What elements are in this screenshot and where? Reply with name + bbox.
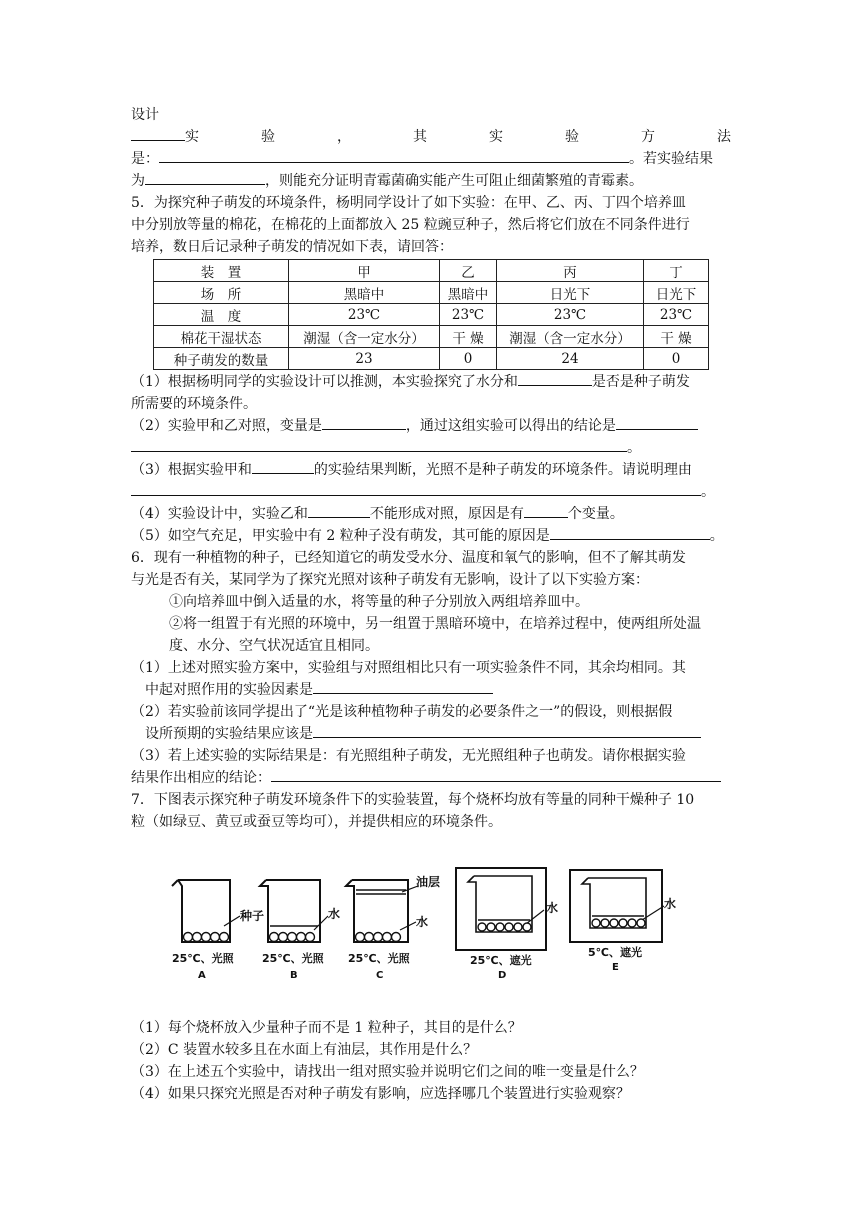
label-water: 水: [546, 901, 559, 915]
answer-blank[interactable]: [322, 415, 406, 430]
table-cell: 日光下: [644, 282, 709, 304]
beaker-figure: [168, 866, 698, 984]
q6-stem-2: 与光是否有关，某同学为了探究光照对该种子萌发有无影响，设计了以下实验方案：: [131, 572, 649, 588]
answer-blank[interactable]: [252, 459, 314, 474]
table-cell: 丙: [497, 260, 644, 282]
q6-1: （1）上述对照实验方案中，实验组与对照组相比只有一项实验条件不同，其余均相同。其: [131, 660, 686, 676]
answer-blank[interactable]: [550, 525, 710, 540]
label-water: 水: [328, 907, 341, 921]
q6-stem-1: 6．现有一种植物的种子，已经知道它的萌发受水分、温度和氧气的影响，但不了解其萌发: [131, 550, 686, 566]
q6-3: （3）若上述实验的实际结果是：有光照组种子萌发，无光照组种子也萌发。请你根据实验: [131, 748, 686, 764]
table-cell: 潮湿（含一定水分）: [497, 326, 644, 348]
line-method: [131, 126, 731, 148]
letter-a: A: [198, 970, 206, 981]
word: 验: [261, 129, 275, 145]
q5-stem-2: 中分别放等量的棉花，在棉花的上面都放入 25 粒豌豆种子，然后将它们放在不同条件进行: [131, 217, 690, 233]
table-cell: 0: [440, 348, 497, 370]
table-cell: 23℃: [440, 304, 497, 326]
answer-blank[interactable]: [145, 170, 265, 185]
line-result: 为 ，则能充分证明青霉菌确实能产生可阻止细菌繁殖的青霉素。: [131, 170, 731, 192]
table-cell: 日光下: [497, 282, 644, 304]
q5-stem-1: 5．为探究种子萌发的环境条件，杨明同学设计了如下实验：在甲、乙、丙、丁四个培养皿: [131, 195, 686, 211]
caption-d: 25℃、遮光: [470, 954, 532, 967]
q7-questions: [131, 1017, 731, 1105]
table-cell: 黑暗中: [289, 282, 440, 304]
table-row: [154, 304, 709, 326]
letter-e: E: [612, 962, 619, 973]
table-cell: 乙: [440, 260, 497, 282]
caption-b: 25℃、光照: [262, 952, 324, 965]
word: 法: [717, 129, 731, 145]
answer-blank[interactable]: [131, 126, 185, 141]
table-row: [154, 348, 709, 370]
letter-d: D: [498, 970, 507, 981]
table-cell: 温 度: [154, 304, 289, 326]
line-design: 设计: [131, 107, 159, 123]
answer-blank[interactable]: [313, 723, 701, 738]
q6-1-cont: 中起对照作用的实验因素是: [131, 679, 731, 701]
label-water: 水: [664, 897, 677, 911]
q5-1: （1）根据杨明同学的实验设计可以推测，本实验探究了水分和 是否是种子萌发: [131, 371, 731, 393]
table-cell: 23℃: [289, 304, 440, 326]
q6-2-cont: 设所预期的实验结果应该是: [131, 723, 731, 745]
word: 其: [413, 129, 427, 145]
q5-4: （4）实验设计中，实验乙和 不能形成对照，原因是有 个变量。: [131, 503, 731, 525]
q7-stem-1: 7．下图表示探究种子萌发环境条件下的实验装置，每个烧杯均放有等量的同种干燥种子 10: [131, 792, 695, 808]
table-cell: 丁: [644, 260, 709, 282]
answer-blank[interactable]: [271, 767, 721, 782]
word: ，: [337, 129, 351, 145]
q6-3-cont: 结果作出相应的结论：: [131, 767, 731, 789]
q7-1: （1）每个烧杯放入少量种子而不是 1 粒种子，其目的是什么？: [131, 1020, 522, 1036]
beaker-d: [456, 868, 546, 950]
label-water: 水: [416, 915, 429, 929]
letter-c: C: [376, 970, 384, 981]
q7-3: （3）在上述五个实验中，请找出一组对照实验并说明它们之间的唯一变量是什么？: [131, 1064, 644, 1080]
q5-2: （2）实验甲和乙对照，变量是 ，通过这组实验可以得出的结论是: [131, 415, 731, 437]
q7-4: （4）如果只探究光照是否对种子萌发有影响，应选择哪几个装置进行实验观察？: [131, 1086, 630, 1102]
q5-3: （3）根据实验甲和 的实验结果判断，光照不是种子萌发的环境条件。请说明理由: [131, 459, 731, 481]
table-cell: 24: [497, 348, 644, 370]
q6-2: （2）若实验前该同学提出了“光是该种植物种子萌发的必要条件之一”的假设，则根据假: [131, 704, 673, 720]
answer-blank[interactable]: [518, 371, 592, 386]
method-start: 实: [131, 126, 199, 148]
table-cell: 干 燥: [440, 326, 497, 348]
q5-5: （5）如空气充足，甲实验中有 2 粒种子没有萌发，其可能的原因是 。: [131, 525, 731, 547]
beaker-e: [570, 870, 662, 942]
q5-3-cont: 。: [131, 481, 731, 503]
table-cell: 棉花干湿状态: [154, 326, 289, 348]
label-seed: 种子: [240, 909, 265, 923]
table-cell: 潮湿（含一定水分）: [289, 326, 440, 348]
q6-step-2: ②将一组置于有光照的环境中，另一组置于黑暗环境中，在培养过程中，使两组所处温: [169, 616, 701, 632]
q6-step-1: ①向培养皿中倒入适量的水，将等量的种子分别放入两组培养皿中。: [169, 594, 589, 610]
answer-blank[interactable]: [524, 503, 568, 518]
results-table: [153, 259, 709, 370]
label-oil: 油层: [416, 875, 441, 889]
table-cell: 场 所: [154, 282, 289, 304]
q5-stem-3: 培养，数日后记录种子萌发的情况如下表，请回答：: [131, 239, 453, 255]
table-cell: 种子萌发的数量: [154, 348, 289, 370]
word: 验: [565, 129, 579, 145]
table-row: [154, 260, 709, 282]
table-cell: 23: [289, 348, 440, 370]
answer-blank[interactable]: [131, 481, 701, 496]
caption-e: 5℃、遮光: [588, 946, 642, 959]
table-cell: 甲: [289, 260, 440, 282]
q7-2: （2）C 装置水较多且在水面上有油层，其作用是什么？: [131, 1042, 478, 1058]
answer-blank[interactable]: [159, 148, 629, 163]
table-cell: 23℃: [497, 304, 644, 326]
answer-blank[interactable]: [616, 415, 698, 430]
line-method-answer: 是： 。若实验结果: [131, 148, 731, 170]
answer-blank[interactable]: [308, 503, 370, 518]
letter-b: B: [290, 970, 298, 981]
q6-step-2-cont: 度、水分、空气状况适宜且相同。: [169, 638, 379, 654]
q7-stem-2: 粒（如绿豆、黄豆或蚕豆等均可），并提供相应的环境条件。: [131, 814, 502, 830]
table-row: [154, 326, 709, 348]
table-cell: 装 置: [154, 260, 289, 282]
worksheet: [131, 104, 731, 833]
table-cell: 0: [644, 348, 709, 370]
table-row: [154, 282, 709, 304]
answer-blank[interactable]: [131, 437, 627, 452]
word: 实: [489, 129, 503, 145]
q5-2-cont: 。: [131, 437, 731, 459]
q5-1-cont: 所需要的环境条件。: [131, 396, 257, 412]
caption-c: 25℃、光照: [348, 952, 410, 965]
table-cell: 23℃: [644, 304, 709, 326]
word: 方: [641, 129, 655, 145]
table-cell: 黑暗中: [440, 282, 497, 304]
caption-a: 25℃、光照: [172, 952, 234, 965]
table-cell: 干 燥: [644, 326, 709, 348]
answer-blank[interactable]: [313, 679, 493, 694]
